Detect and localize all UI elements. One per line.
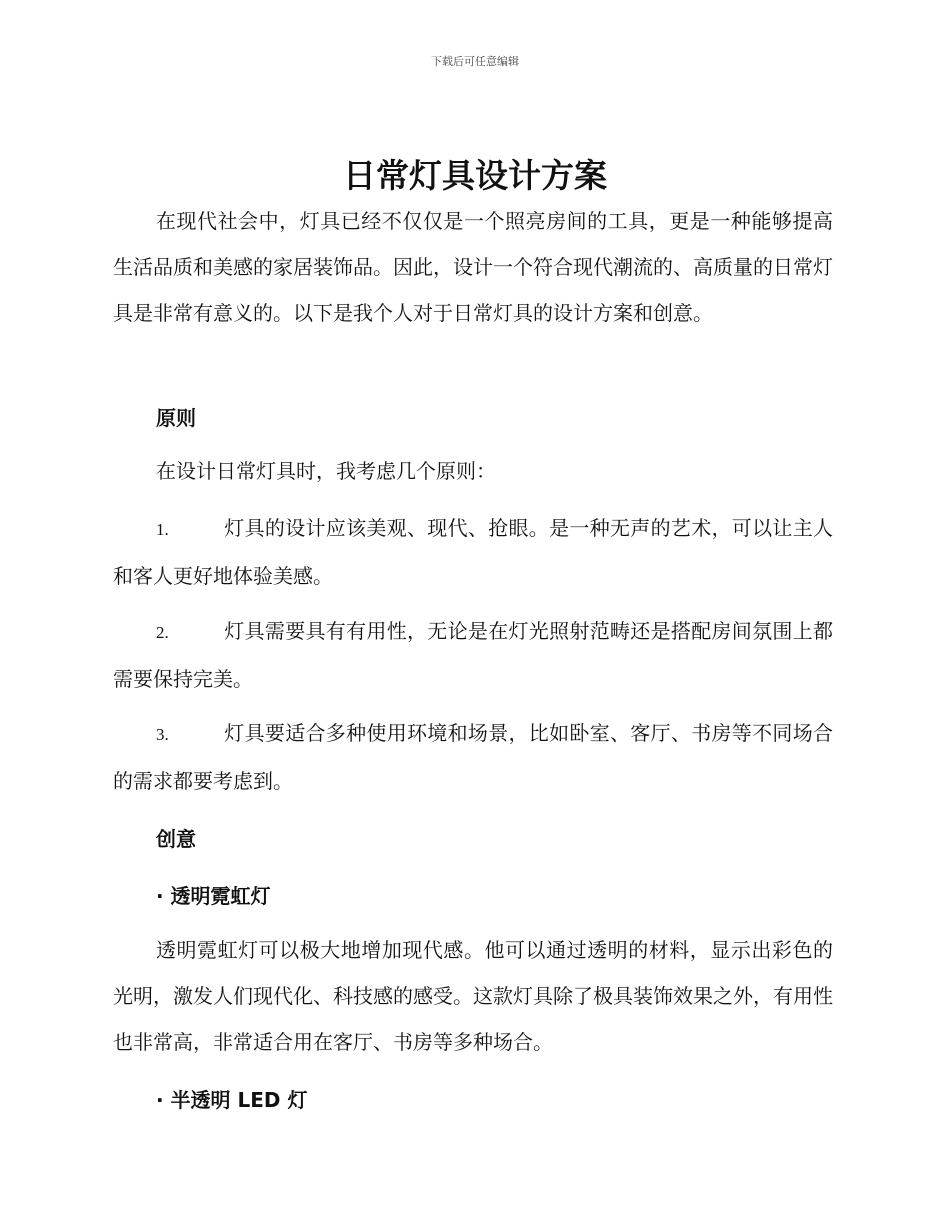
principle-number: 2. <box>156 623 169 642</box>
principle-item-1 <box>113 505 833 599</box>
principle-item-2 <box>113 608 833 702</box>
page-header-note: 下载后可任意编辑 <box>431 55 519 68</box>
principle-item-3 <box>113 710 833 804</box>
led-lamp-heading: · 半透明 LED 灯 <box>156 1088 308 1112</box>
neon-lamp-paragraph: 透明霓虹灯可以极大地增加现代感。他可以通过透明的材料，显示出彩色的光明，激发人们现代化、科技感的感受。这款灯具除了极具装饰效果之外，有用性也非常高，非常适合用在客厅、书房等多种场合。 <box>113 938 833 1054</box>
neon-lamp-heading: · 透明霓虹灯 <box>156 884 271 908</box>
principle-number: 1. <box>156 520 169 539</box>
principles-heading: 原则 <box>156 406 196 430</box>
principle-text: 灯具需要具有有用性，无论是在灯光照射范畴还是搭配房间氛围上都需要保持完美。 <box>113 619 833 691</box>
document-title: 日常灯具设计方案 <box>343 156 607 195</box>
principle-text: 灯具的设计应该美观、现代、抢眼。是一种无声的艺术，可以让主人和客人更好地体验美感。 <box>113 516 833 588</box>
intro-paragraph: 在现代社会中，灯具已经不仅仅是一个照亮房间的工具，更是一种能够提高生活品质和美感的家居装饰品。因此，设计一个符合现代潮流的、高质量的日常灯具是非常有意义的。以下是我个人对于日常灯具的设计方案和创意。 <box>113 209 833 325</box>
principle-number: 3. <box>156 725 169 744</box>
principle-text: 灯具要适合多种使用环境和场景，比如卧室、客厅、书房等不同场合的需求都要考虑到。 <box>113 721 833 793</box>
principles-lead: 在设计日常灯具时，我考虑几个原则： <box>156 459 496 483</box>
ideas-heading: 创意 <box>156 827 196 851</box>
